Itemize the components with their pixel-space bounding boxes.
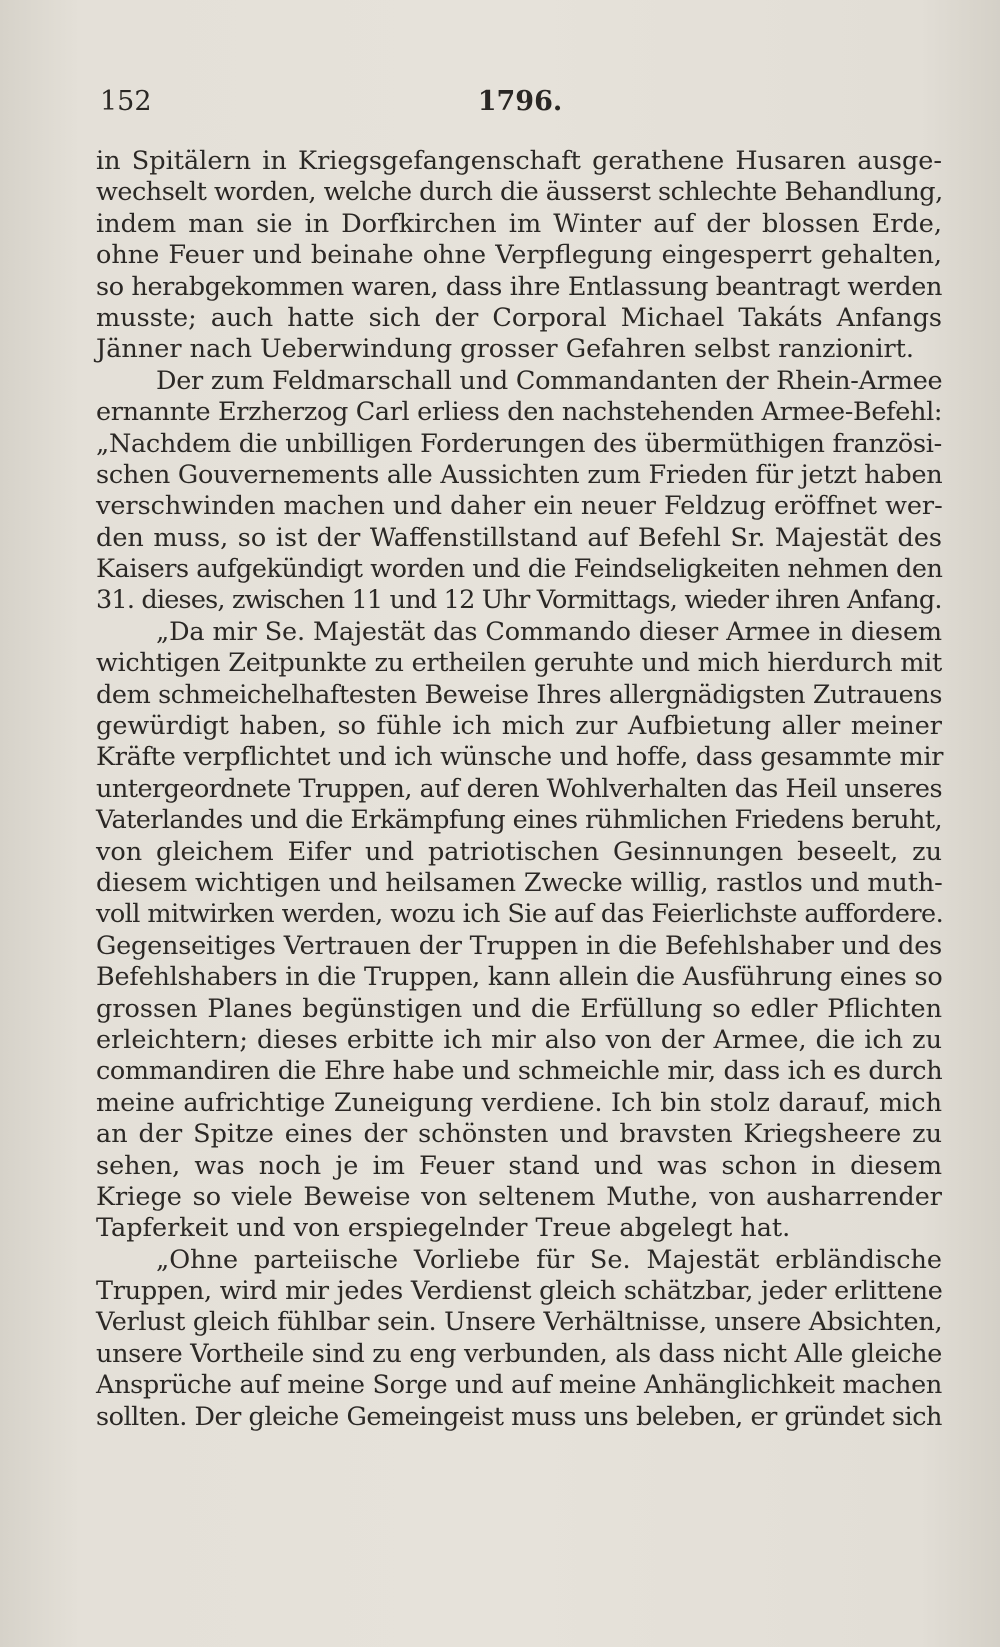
- text-line: wichtigen Zeitpunkte zu ertheilen geruhte und mich hierdurch mit: [96, 648, 942, 679]
- text-line: Kaisers aufgekündigt worden und die Feindseligkeiten nehmen den: [96, 554, 943, 585]
- text-line: 31. dieses, zwischen 11 und 12 Uhr Vormittags, wieder ihren Anfang.: [96, 585, 942, 616]
- text-line: Befehlshabers in die Truppen, kann allein die Ausführung eines so: [96, 962, 943, 993]
- text-line: Gegenseitiges Vertrauen der Truppen in die Befehlshaber und des: [96, 930, 942, 961]
- text-line: Jänner nach Ueberwindung grosser Gefahren selbst ranzionirt.: [96, 334, 915, 365]
- text-line: commandiren die Ehre habe und schmeichle mir, dass ich es durch: [96, 1056, 943, 1087]
- text-line: wechselt worden, welche durch die äusserst schlechte Behandlung,: [96, 177, 943, 208]
- text-line: dem schmeichelhaftesten Beweise Ihres allergnädigsten Zutrauens: [96, 679, 942, 710]
- text-line: voll mitwirken werden, wozu ich Sie auf das Feierlichste auffordere.: [96, 899, 944, 930]
- text-line: „Ohne parteiische Vorliebe für Se. Majestät erbländische: [156, 1244, 942, 1275]
- text-line: diesem wichtigen und heilsamen Zwecke willig, rastlos und muth-: [96, 867, 943, 898]
- body-text: [96, 146, 942, 1433]
- text-line: indem man sie in Dorfkirchen im Winter auf der blossen Erde,: [96, 208, 942, 239]
- text-line: unsere Vortheile sind zu eng verbunden, als dass nicht Alle gleiche: [96, 1338, 942, 1369]
- text-line: erleichtern; dieses erbitte ich mir also von der Armee, die ich zu: [96, 1024, 942, 1055]
- text-line: untergeordnete Truppen, auf deren Wohlverhalten das Heil unseres: [96, 773, 942, 804]
- text-line: gewürdigt haben, so fühle ich mich zur Aufbietung aller meiner: [96, 711, 942, 742]
- text-line: den muss, so ist der Waffenstillstand auf Befehl Sr. Majestät des: [96, 522, 942, 553]
- text-line: Tapferkeit und von erspiegelnder Treue abgelegt hat.: [96, 1213, 791, 1244]
- running-head-year: 1796.: [477, 86, 563, 117]
- text-line: Der zum Feldmarschall und Commandanten der Rhein-Armee: [156, 365, 943, 396]
- text-line: Truppen, wird mir jedes Verdienst gleich schätzbar, jeder erlittene: [96, 1276, 943, 1307]
- text-line: ernannte Erzherzog Carl erliess den nachstehenden Armee-Befehl:: [96, 397, 943, 428]
- text-line: ohne Feuer und beinahe ohne Verpflegung eingesperrt gehalten,: [96, 240, 942, 271]
- text-line: Kriege so viele Beweise von seltenem Muthe, von ausharrender: [96, 1181, 942, 1212]
- text-line: Verlust gleich fühlbar sein. Unsere Verhältnisse, unsere Absichten,: [96, 1307, 943, 1338]
- text-line: sehen, was noch je im Feuer stand und was schon in diesem: [96, 1150, 942, 1181]
- text-line: Vaterlandes und die Erkämpfung eines rühmlichen Friedens beruht,: [96, 805, 942, 836]
- text-line: Kräfte verpflichtet und ich wünsche und hoffe, dass gesammte mir: [96, 742, 944, 773]
- text-line: an der Spitze eines der schönsten und bravsten Kriegsheere zu: [96, 1119, 942, 1150]
- text-line: „Da mir Se. Majestät das Commando dieser Armee in diesem: [156, 616, 942, 647]
- text-line: grossen Planes begünstigen und die Erfüllung so edler Pflichten: [96, 993, 942, 1024]
- text-line: meine aufrichtige Zuneigung verdiene. Ich bin stolz darauf, mich: [96, 1087, 942, 1118]
- text-line: schen Gouvernements alle Aussichten zum Frieden für jetzt haben: [96, 459, 943, 490]
- text-line: Ansprüche auf meine Sorge und auf meine Anhänglichkeit machen: [96, 1370, 942, 1401]
- text-line: so herabgekommen waren, dass ihre Entlassung beantragt werden: [96, 271, 942, 302]
- text-line: verschwinden machen und daher ein neuer Feldzug eröffnet wer-: [96, 491, 943, 522]
- text-line: „Nachdem die unbilligen Forderungen des übermüthigen französi-: [96, 428, 942, 459]
- page-number: 152: [100, 86, 152, 117]
- text-line: musste; auch hatte sich der Corporal Michael Takáts Anfangs: [96, 302, 942, 333]
- text-line: in Spitälern in Kriegsgefangenschaft gerathene Husaren ausge-: [96, 146, 942, 176]
- text-line: sollten. Der gleiche Gemeingeist muss uns beleben, er gründet sich: [96, 1401, 942, 1432]
- page-header: [100, 86, 940, 126]
- text-line: von gleichem Eifer und patriotischen Gesinnungen beseelt, zu: [96, 836, 942, 867]
